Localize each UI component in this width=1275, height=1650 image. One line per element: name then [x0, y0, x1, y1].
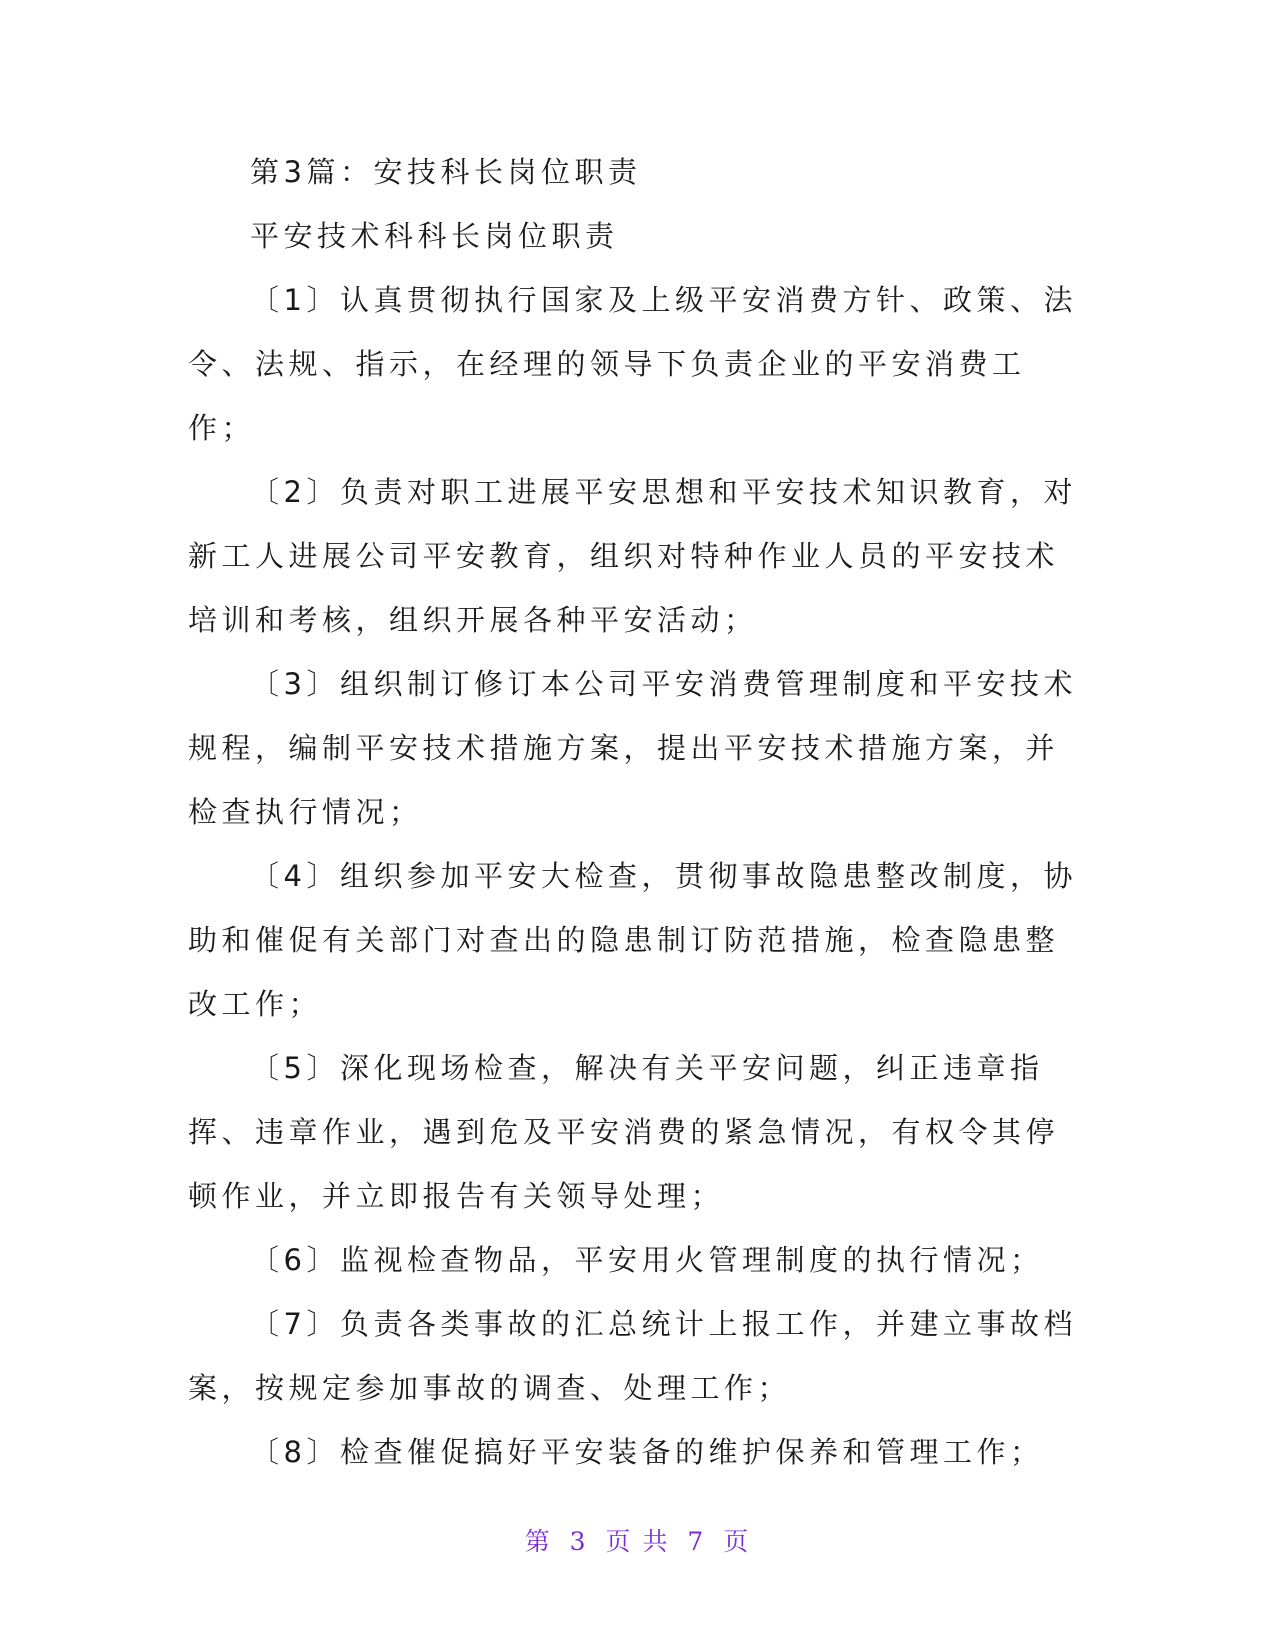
footer-current-page: 3 — [569, 1527, 588, 1556]
duty-item-8: 〔8〕检查催促搞好平安装备的维护保养和管理工作； — [250, 1435, 1044, 1469]
footer-middle: 页 共 — [605, 1527, 670, 1556]
duty-item-4: 〔4〕组织参加平安大检查，贯彻事故隐患整改制度，协助和催促有关部门对查出的隐患制订防范措施，检查隐患整改工作； — [188, 859, 1077, 1021]
duty-item-6: 〔6〕监视检查物品，平安用火管理制度的执行情况； — [250, 1243, 1044, 1277]
footer-prefix: 第 — [524, 1527, 552, 1556]
page-footer — [0, 1522, 1275, 1558]
duty-item-3: 〔3〕组织制订修订本公司平安消费管理制度和平安技术规程，编制平安技术措施方案，提出平安技术措施方案，并检查执行情况； — [188, 667, 1077, 829]
duty-item-5: 〔5〕深化现场检查，解决有关平安问题，纠正违章指挥、违章作业，遇到危及平安消费的紧急情况，有权令其停顿作业，并立即报告有关领导处理； — [188, 1051, 1060, 1213]
section-subheading: 平安技术科科长岗位职责 — [250, 219, 619, 253]
footer-suffix: 页 — [723, 1527, 751, 1556]
duty-item-1: 〔1〕认真贯彻执行国家及上级平安消费方针、政策、法令、法规、指示，在经理的领导下负责企业的平安消费工作； — [188, 283, 1077, 445]
footer-total-pages: 7 — [687, 1527, 706, 1556]
duty-item-7: 〔7〕负责各类事故的汇总统计上报工作，并建立事故档案，按规定参加事故的调查、处理工作； — [188, 1307, 1077, 1405]
section-heading: 第3篇：安技科长岗位职责 — [250, 155, 642, 189]
document-body — [188, 140, 1088, 1484]
duty-item-2: 〔2〕负责对职工进展平安思想和平安技术知识教育，对新工人进展公司平安教育，组织对特种作业人员的平安技术培训和考核，组织开展各种平安活动； — [188, 475, 1077, 637]
